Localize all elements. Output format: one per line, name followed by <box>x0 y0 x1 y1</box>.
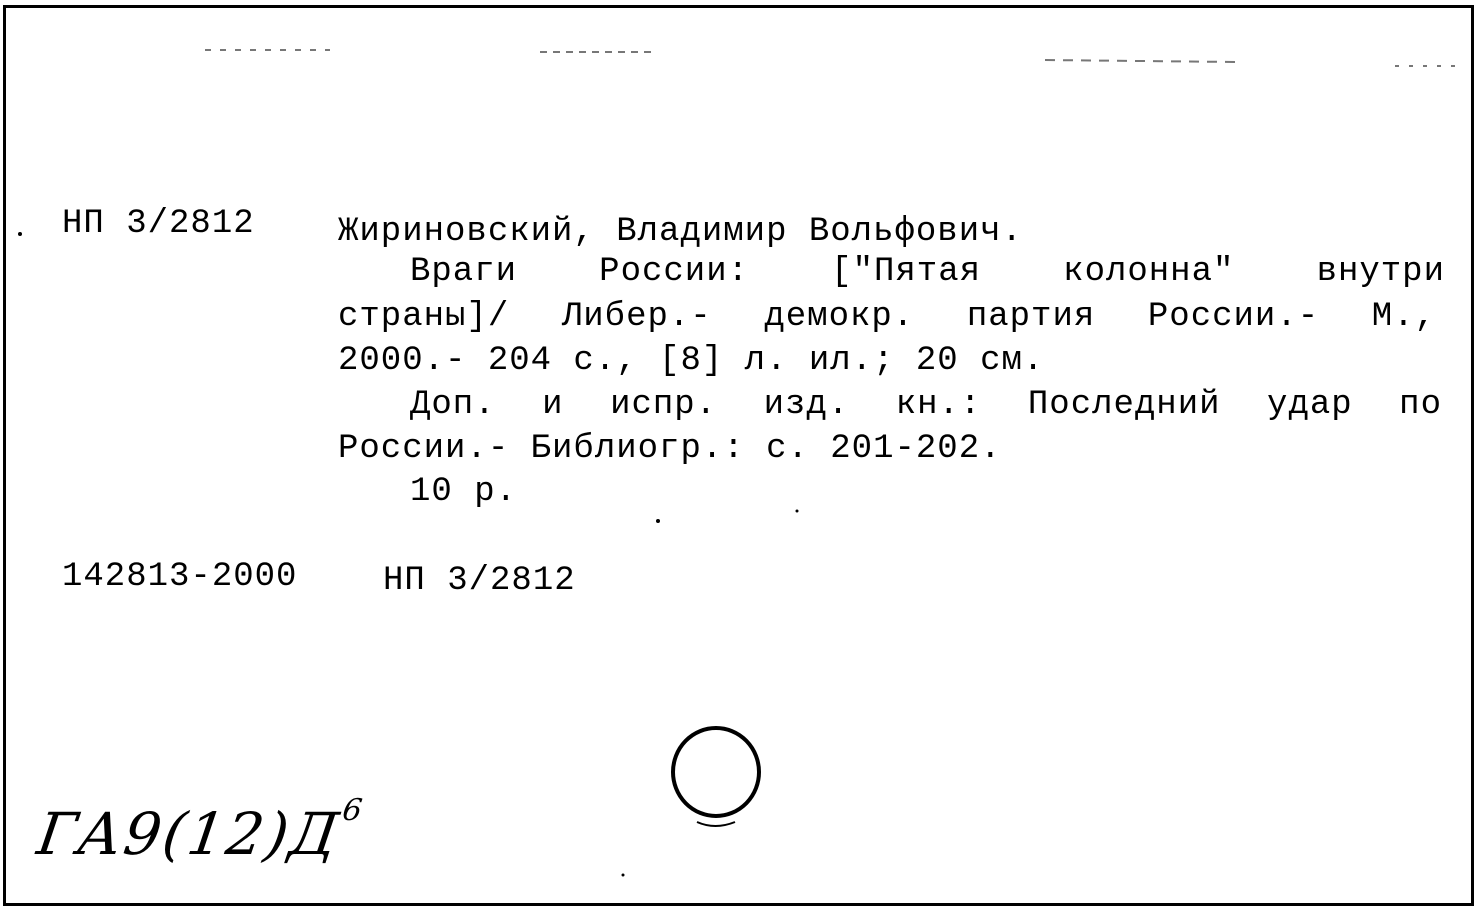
price: 10 р. <box>410 473 518 511</box>
handwritten-classification <box>33 792 367 868</box>
title-line-1: Враги России: ["Пятая колонна" внутри <box>410 253 1445 291</box>
title-line-2: страны]/ Либер.- демокр. партия России.- М., <box>338 298 1436 336</box>
author-heading: Жириновский, Владимир Вольфович. <box>338 213 1023 251</box>
call-number-bottom: НП 3/2812 <box>383 562 576 600</box>
note-line-2: России.- Библиогр.: с. 201-202. <box>338 430 1002 468</box>
handwritten-code: ГА9(12)Д <box>33 800 345 868</box>
accession-number: 142813-2000 <box>62 558 298 596</box>
call-number: НП 3/2812 <box>62 205 255 243</box>
note-line-1: Доп. и испр. изд. кн.: Последний удар по <box>410 386 1442 424</box>
handwritten-superscript: 6 <box>340 792 367 828</box>
title-line-3: 2000.- 204 с., [8] л. ил.; 20 см. <box>338 342 1045 380</box>
punch-hole <box>673 728 759 816</box>
